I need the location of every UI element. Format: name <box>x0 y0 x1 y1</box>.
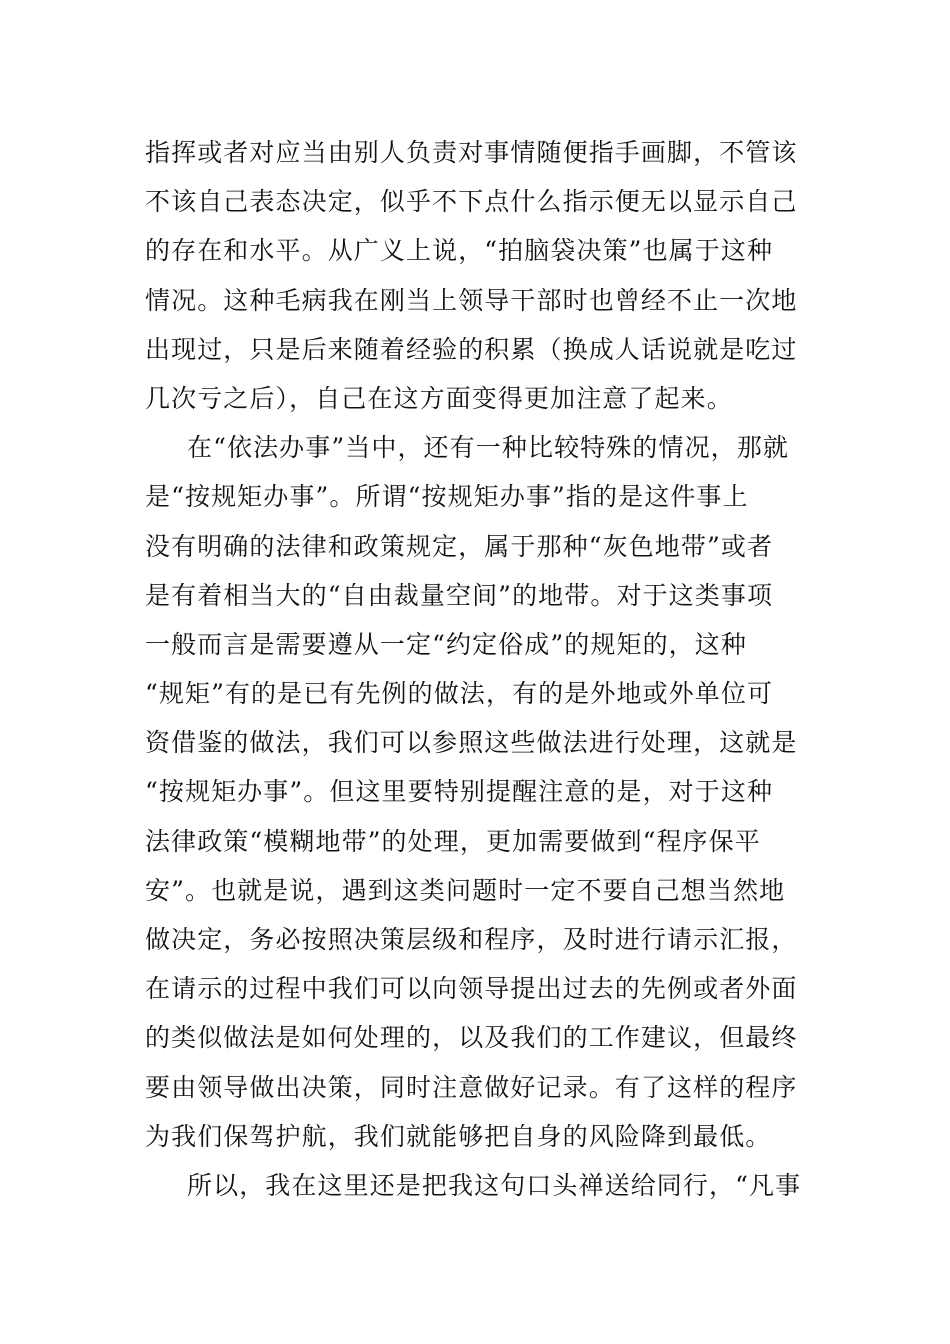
paragraph-start-line: 所以，我在这里还是把我这句口头禅送给同行，“凡事 <box>187 1170 802 1200</box>
paragraph-start-line: 在“依法办事”当中，还有一种比较特殊的情况，那就 <box>187 433 789 463</box>
body-text <box>145 128 810 1210</box>
text-line: 资借鉴的做法，我们可以参照这些做法进行处理，这就是 <box>145 728 798 758</box>
text-line: 的类似做法是如何处理的，以及我们的工作建议，但最终 <box>145 1023 798 1053</box>
text-line: 没有明确的法律和政策规定，属于那种“灰色地带”或者 <box>145 531 774 561</box>
text-line: 一般而言是需要遵从一定“约定俗成”的规矩的，这种 <box>145 629 747 659</box>
text-line: 安”。也就是说，遇到这类问题时一定不要自己想当然地 <box>145 875 786 905</box>
text-line: 为我们保驾护航，我们就能够把自身的风险降到最低。 <box>145 1121 772 1151</box>
text-line: 出现过，只是后来随着经验的积累（换成人话说就是吃过 <box>145 334 798 364</box>
text-line: 做决定，务必按照决策层级和程序，及时进行请示汇报， <box>145 925 798 954</box>
text-line: 指挥或者对应当由别人负责对事情随便指手画脚，不管该 <box>145 138 798 167</box>
text-line: 的存在和水平。从广义上说，“拍脑袋决策”也属于这种 <box>145 236 774 266</box>
text-line: 法律政策“模糊地带”的处理，更加需要做到“程序保平 <box>145 826 761 856</box>
text-line: 要由领导做出决策，同时注意做好记录。有了这样的程序 <box>145 1072 798 1102</box>
text-line: 是“按规矩办事”。所谓“按规矩办事”指的是这件事上 <box>145 482 749 512</box>
text-line: 在请示的过程中我们可以向领导提出过去的先例或者外面 <box>145 974 798 1004</box>
text-line: 情况。这种毛病我在刚当上领导干部时也曾经不止一次地 <box>145 285 798 315</box>
text-line: 是有着相当大的“自由裁量空间”的地带。对于这类事项 <box>145 580 774 610</box>
text-line: “按规矩办事”。但这里要特别提醒注意的是，对于这种 <box>145 777 774 807</box>
text-line: 几次亏之后），自己在这方面变得更加注意了起来。 <box>145 383 733 413</box>
text-line: 不该自己表态决定，似乎不下点什么指示便无以显示自己 <box>145 187 798 217</box>
text-line: “规矩”有的是已有先例的做法，有的是外地或外单位可 <box>145 679 774 709</box>
